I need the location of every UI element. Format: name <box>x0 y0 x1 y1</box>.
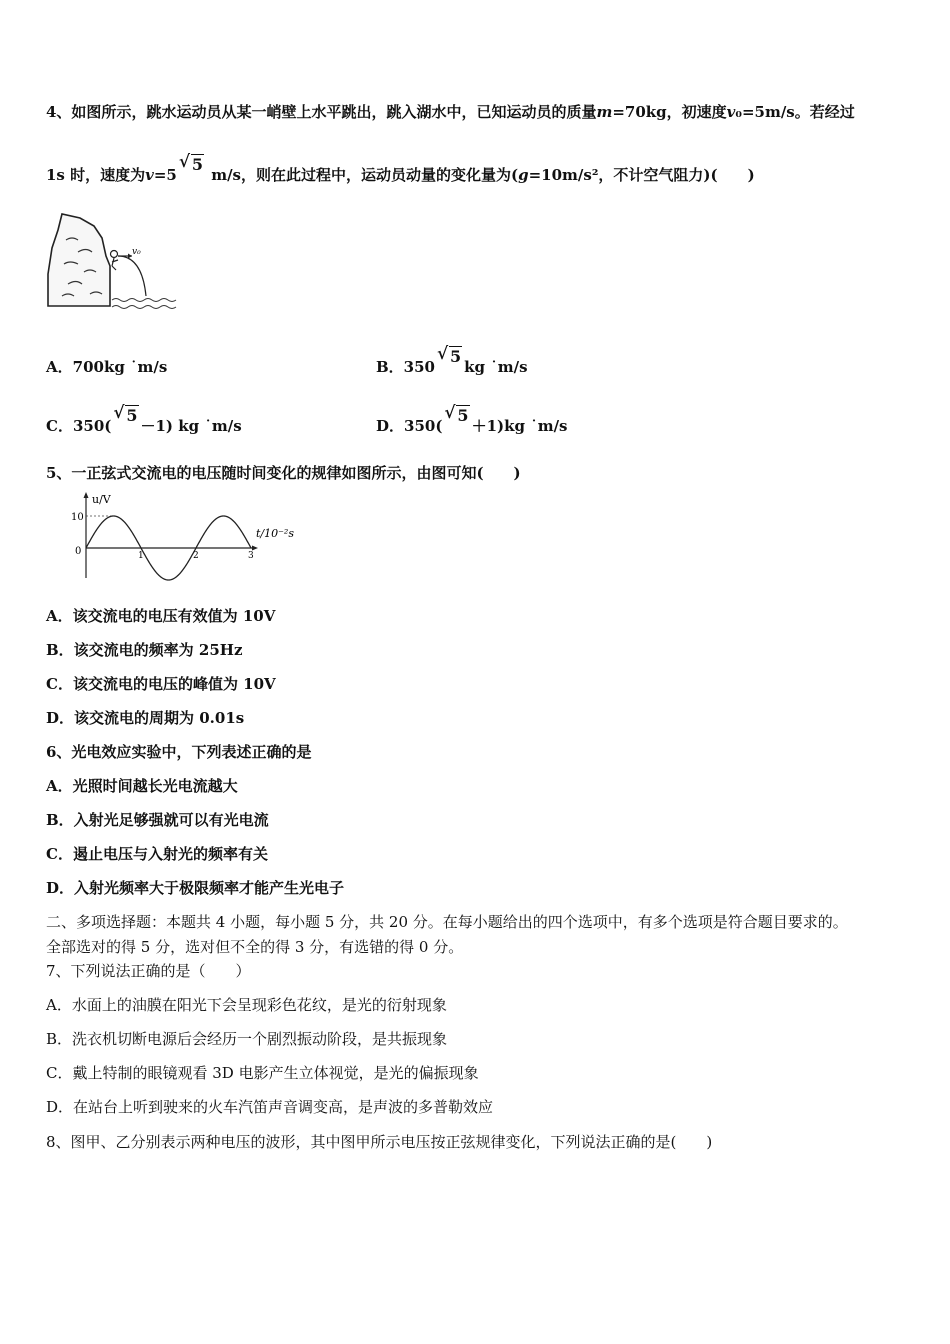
section2-heading-line1: 二、多项选择题：本题共 4 小题，每小题 5 分，共 20 分。在每小题给出的四个选项中，有多个选项是符合题目要求的。 <box>46 913 848 931</box>
sqrt-symbol: √ 5 <box>113 406 138 426</box>
x-axis-label: t/10⁻²s <box>256 527 294 540</box>
q5-stem: 5、一正弦式交流电的电压随时间变化的规律如图所示，由图可知( ) <box>46 464 521 482</box>
x-axis-arrowhead <box>252 546 258 551</box>
q6-option-d[interactable]: D．入射光频率大于极限频率才能产生光电子 <box>46 879 345 897</box>
q5-sine-chart <box>66 490 300 582</box>
q4-option-a[interactable]: A．700kg ˙m/s <box>46 358 168 376</box>
q7-stem: 7、下列说法正确的是（ ） <box>46 962 251 980</box>
diver-figure <box>111 251 118 258</box>
q4-option-b[interactable]: B．350√ 5kg ˙m/s <box>376 357 528 377</box>
y-axis-label: u/V <box>92 493 111 506</box>
trajectory-curve <box>118 256 146 296</box>
water-waves <box>112 299 176 309</box>
diver-body <box>112 258 118 270</box>
q7-option-d[interactable]: D．在站台上听到驶来的火车汽笛声音调变高，是声波的多普勒效应 <box>46 1098 494 1116</box>
x-tick-3: 3 <box>248 551 254 561</box>
q6-option-b[interactable]: B．入射光足够强就可以有光电流 <box>46 811 269 829</box>
q5-option-c[interactable]: C．该交流电的电压的峰值为 10V <box>46 675 276 693</box>
q5-option-b[interactable]: B．该交流电的频率为 25Hz <box>46 641 243 659</box>
q5-option-a[interactable]: A．该交流电的电压有效值为 10V <box>46 607 276 625</box>
q4-option-d[interactable]: D．350(√ 5＋1)kg ˙m/s <box>376 416 568 436</box>
y-tick-0: 0 <box>75 546 82 557</box>
q6-option-c[interactable]: C．遏止电压与入射光的频率有关 <box>46 845 268 863</box>
velocity-label: v₀ <box>132 247 141 257</box>
q5-option-d[interactable]: D．该交流电的周期为 0.01s <box>46 709 245 727</box>
y-axis-arrowhead <box>84 492 89 498</box>
q4-stem-line1: 4、如图所示，跳水运动员从某一峭壁上水平跳出，跳入湖水中，已知运动员的质量m=70kg，初速度v₀=5m/s。若经过 <box>46 103 855 121</box>
y-tick-10: 10 <box>71 512 84 523</box>
sqrt-symbol: √ 5 <box>437 347 462 367</box>
x-tick-1: 1 <box>138 551 144 561</box>
sqrt-symbol: √ 5 <box>444 406 469 426</box>
q7-option-b[interactable]: B．洗衣机切断电源后会经历一个剧烈振动阶段，是共振现象 <box>46 1030 448 1048</box>
q4-option-c[interactable]: C．350(√ 5－1) kg ˙m/s <box>46 416 242 436</box>
sqrt-symbol: √ 5 <box>179 155 204 175</box>
cliff-outline <box>48 214 110 306</box>
section2-heading-line2: 全部选对的得 5 分，选对但不全的得 3 分，有选错的得 0 分。 <box>46 938 464 956</box>
q6-stem: 6、光电效应实验中，下列表述正确的是 <box>46 743 312 761</box>
q8-stem: 8、图甲、乙分别表示两种电压的波形，其中图甲所示电压按正弦规律变化，下列说法正确的是( ) <box>46 1133 713 1151</box>
x-tick-2: 2 <box>193 551 199 561</box>
q4-cliff-diagram <box>44 208 179 316</box>
q7-option-a[interactable]: A．水面上的油膜在阳光下会呈现彩色花纹，是光的衍射现象 <box>46 996 447 1014</box>
q6-option-a[interactable]: A．光照时间越长光电流越大 <box>46 777 238 795</box>
q7-option-c[interactable]: C．戴上特制的眼镜观看 3D 电影产生立体视觉，是光的偏振现象 <box>46 1064 479 1082</box>
q4-stem-line2: 1s 时，速度为v=5√ 5 m/s，则在此过程中，运动员动量的变化量为(g=10m/s²，不计空气阻力)( ) <box>46 165 755 185</box>
